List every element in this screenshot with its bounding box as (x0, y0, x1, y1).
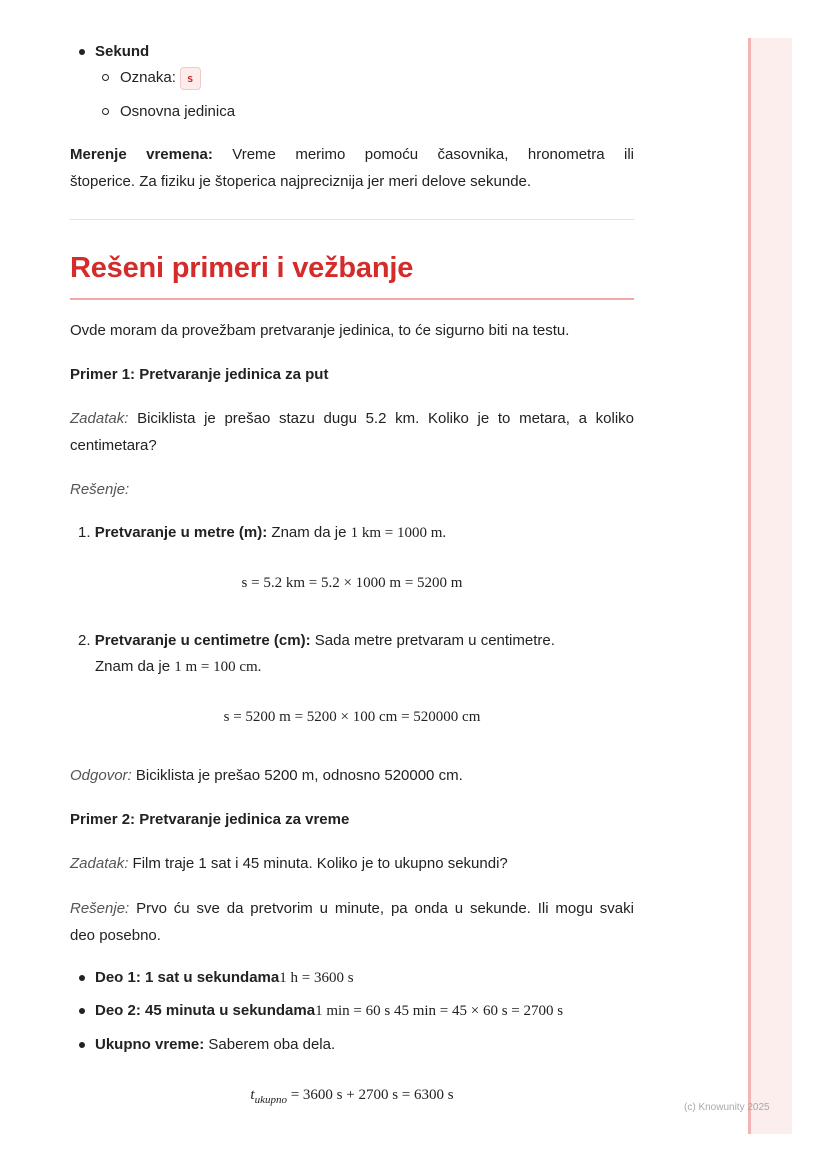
equation-2: s = 5200 m = 5200 × 100 cm = 520000 cm (223, 709, 481, 725)
part1-math: 1 h = 3600 s (279, 970, 354, 986)
step-number: 2. (78, 632, 91, 649)
measuring-text: Vreme merimo pomoću časovnika, hronometra ili (232, 146, 634, 163)
example1-solution-label: Rešenje: (70, 481, 130, 498)
example2-title: Primer 2: Pretvaranje jedinica za vreme (70, 811, 350, 828)
example1-task-line2: centimetara? (70, 437, 157, 454)
solution-label: Rešenje: (70, 900, 130, 917)
answer-label: Odgovor: (70, 767, 132, 784)
list-bullet (79, 1042, 85, 1048)
equation-1: s = 5.2 km = 5.2 × 1000 m = 5200 m (241, 575, 463, 591)
step-text: Znam da je (271, 524, 347, 541)
sublist-bullet (102, 108, 109, 115)
footer-copyright: (c) Knowunity 2025 (684, 1102, 770, 1113)
part1-item (95, 964, 354, 992)
part2-label: Deo 2: 45 minuta u sekundama (95, 1002, 316, 1019)
list-bullet (79, 975, 85, 981)
symbol-label: Oznaka: (120, 69, 176, 86)
section-heading: Rešeni primeri i vežbanje (70, 252, 414, 284)
measuring-paragraph-line2: štoperice. Za fiziku je štoperica najpreciznija jer meri delove sekunde. (70, 173, 532, 190)
solution-text: Prvo ću sve da pretvorim u minute, pa onda u sekunde. Ili mogu svaki (136, 900, 634, 917)
part2-item (95, 997, 563, 1025)
example2-task (70, 850, 508, 877)
sublist-item-symbol (120, 64, 201, 91)
sublist-item-base-unit: Osnovna jedinica (120, 103, 236, 120)
sublist-bullet (102, 74, 109, 81)
side-margin-rule (748, 38, 751, 1134)
measuring-paragraph-line1 (70, 141, 634, 168)
part1-label: Deo 1: 1 sat u sekundama (95, 969, 280, 986)
total-item (95, 1031, 335, 1058)
task-text: Biciklista je prešao stazu dugu 5.2 km. Koliko je to metara, a koliko (137, 410, 634, 427)
equation-3-rest: = 3600 s + 2700 s = 6300 s (286, 1087, 454, 1103)
section-intro: Ovde moram da provežbam pretvaranje jedinica, to će sigurno biti na testu. (70, 322, 570, 339)
heading-underline (70, 298, 634, 300)
step-fact: 1 m = 100 cm. (174, 659, 262, 675)
example2-solution-line2: deo posebno. (70, 927, 161, 944)
example1-title: Primer 1: Pretvaranje jedinica za put (70, 366, 329, 383)
step-text: Znam da je (95, 658, 171, 675)
step-label: Pretvaranje u centimetre (cm): (94, 632, 311, 649)
time-variable: t (250, 1087, 255, 1103)
example2-solution-line1 (70, 895, 634, 922)
example1-answer (70, 762, 463, 789)
task-text: Film traje 1 sat i 45 minuta. Koliko je to ukupno sekundi? (132, 855, 508, 872)
task-label: Zadatak: (70, 410, 129, 427)
example1-step2 (78, 627, 555, 654)
equation-3 (70, 1087, 634, 1107)
total-label: Ukupno vreme: (95, 1036, 205, 1053)
example1-step2-line2 (95, 653, 261, 681)
answer-text: Biciklista je prešao 5200 m, odnosno 520000 cm. (135, 767, 463, 784)
total-text: Saberem oba dela. (208, 1036, 336, 1053)
section-divider (70, 219, 634, 220)
list-bullet (79, 49, 85, 55)
step-number: 1. (78, 524, 91, 541)
example1-task-line1 (70, 405, 634, 432)
step-label: Pretvaranje u metre (m): (94, 524, 268, 541)
part2-math: 1 min = 60 s 45 min = 45 × 60 s = 2700 s (315, 1003, 564, 1019)
step-fact: 1 km = 1000 m. (350, 525, 447, 541)
time-subscript: ukupno (254, 1094, 287, 1106)
list-item-sekund: Sekund (95, 43, 150, 60)
step-text: Sada metre pretvaram u centimetre. (314, 632, 555, 649)
symbol-code-chip: s (180, 67, 201, 90)
example1-step1 (78, 519, 446, 547)
measuring-label: Merenje vremena: (70, 146, 213, 163)
task-label: Zadatak: (70, 855, 129, 872)
list-bullet (79, 1008, 85, 1014)
side-margin-panel (748, 38, 792, 1134)
